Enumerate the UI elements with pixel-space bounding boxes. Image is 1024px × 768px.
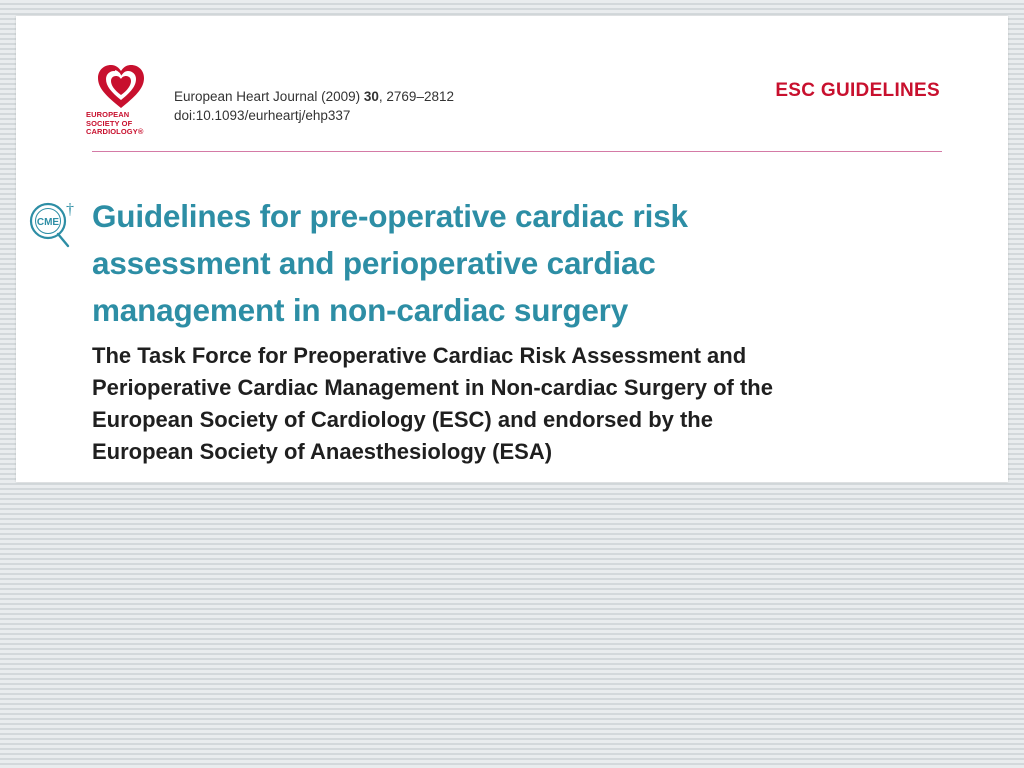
logo-line: CARDIOLOGY® (86, 127, 144, 136)
journal-volume: 30 (363, 89, 379, 104)
journal-name: European Heart Journal (2009) (174, 89, 364, 104)
title-line: management in non-cardiac surgery (92, 292, 629, 328)
esc-logo (86, 64, 156, 156)
cme-dagger: † (66, 201, 74, 218)
article-subtitle (92, 340, 972, 468)
subtitle-line: Perioperative Cardiac Management in Non-cardiac Surgery of the (92, 375, 773, 400)
logo-line: EUROPEAN (86, 110, 130, 119)
article-header-card (16, 16, 1008, 482)
logo-text (86, 111, 156, 137)
journal-pages: , 2769–2812 (378, 89, 454, 104)
subtitle-line: European Society of Cardiology (ESC) and endorsed by the (92, 407, 713, 432)
title-line: Guidelines for pre-operative cardiac risk (92, 198, 688, 234)
cme-badge (26, 194, 82, 254)
cme-badge-text: CME (36, 217, 60, 228)
subtitle-line: The Task Force for Preoperative Cardiac Risk Assessment and (92, 343, 747, 368)
heart-icon (96, 64, 146, 110)
journal-reference (174, 87, 454, 106)
title-line: assessment and perioperative cardiac (92, 245, 656, 281)
article-title (92, 193, 912, 334)
journal-citation (174, 87, 454, 125)
subtitle-line: European Society of Anaesthesiology (ESA) (92, 439, 553, 464)
header-divider (92, 151, 942, 152)
doi-link[interactable]: doi:10.1093/eurheartj/ehp337 (174, 108, 351, 123)
section-label: ESC GUIDELINES (775, 80, 940, 101)
cme-icon (26, 194, 82, 254)
logo-line: SOCIETY OF (86, 118, 133, 128)
